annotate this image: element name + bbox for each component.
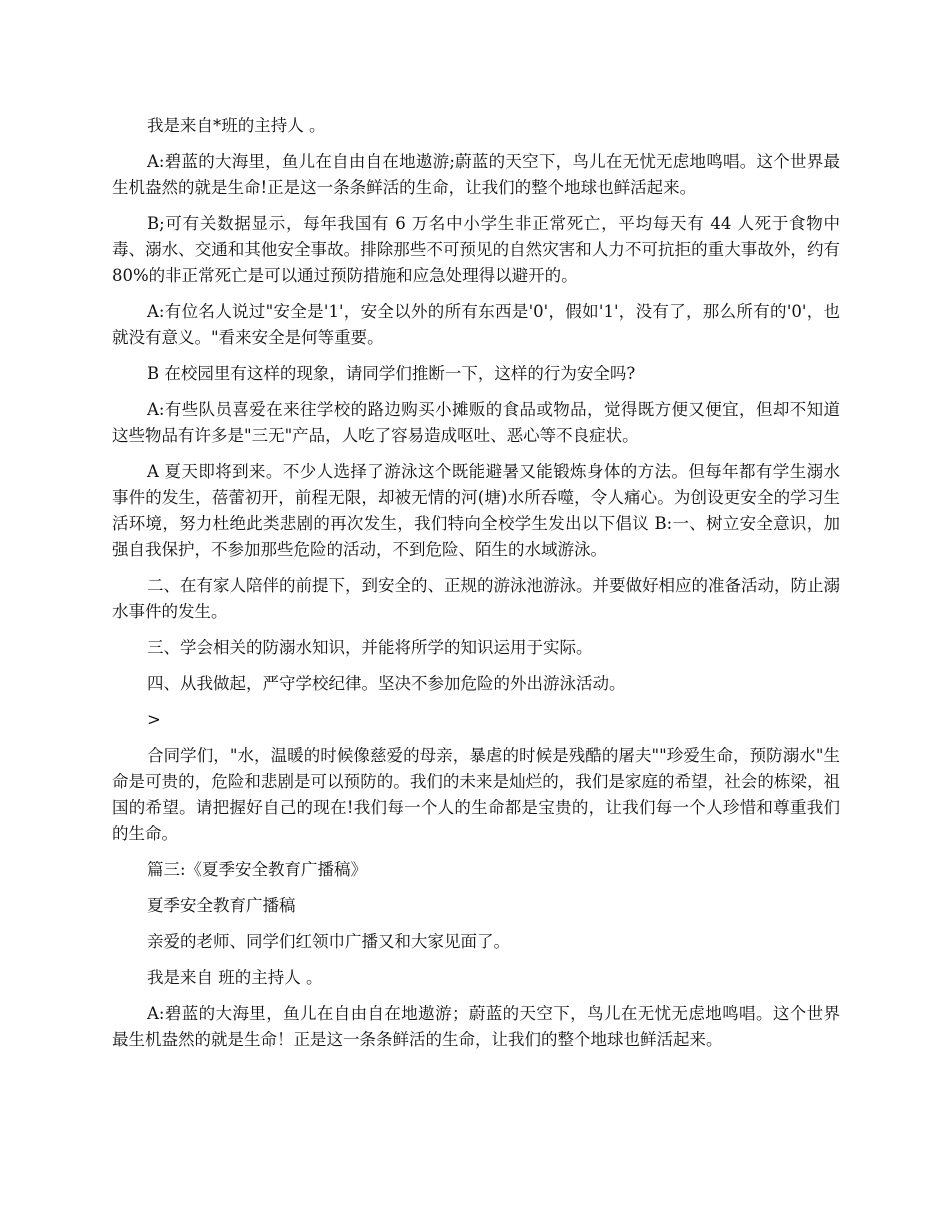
paragraph: 合同学们，"水，温暖的时候像慈爱的母亲，暴虐的时候是残酷的屠夫""珍爱生命，预防溺水"生命是可贵的，危险和悲剧是可以预防的。我们的未来是灿烂的，我们是家庭的希望，社会的栋梁，祖国的希望。请把握好自己的现在!我们每一个人的生命都是宝贵的，让我们每一个人珍惜和尊重我们的生命。	[112, 746, 840, 843]
paragraph: 我是来自 班的主持人 。	[147, 968, 323, 987]
section-title: 夏季安全教育广播稿	[147, 896, 296, 915]
paragraph: A:有位名人说过"安全是'1'，安全以外的所有东西是'0'，假如'1'，没有了，那么所有的'0'，也就没有意义。"看来安全是何等重要。	[112, 302, 840, 347]
paragraph: 四、从我做起，严守学校纪律。坚决不参加危险的外出游泳活动。	[147, 674, 626, 693]
paragraph-marker: >	[147, 710, 161, 729]
paragraph: A 夏天即将到来。不少人选择了游泳这个既能避暑又能锻炼身体的方法。但每年都有学生溺水事件的发生，蓓蕾初开，前程无限，却被无情的河(塘)水所吞噬，令人痛心。为创设更安全的学习生活环境，努力杜绝此类悲剧的再次发生，我们特向全校学生发出以下倡议 B:一、树立安全意识，加强自我保护，不参加那些危险的活动，不到危险、陌生的水域游泳。	[112, 462, 840, 559]
paragraph: 二、在有家人陪伴的前提下，到安全的、正规的游泳池游泳。并要做好相应的准备活动，防止溺水事件的发生。	[112, 576, 840, 621]
paragraph: 亲爱的老师、同学们红领巾广播又和大家见面了。	[147, 932, 510, 951]
paragraph: A:碧蓝的大海里，鱼儿在自由自在地遨游;蔚蓝的天空下，鸟儿在无忧无虑地鸣唱。这个世界最生机盎然的就是生命!正是这一条条鲜活的生命，让我们的整个地球也鲜活起来。	[112, 152, 840, 197]
paragraph: A:有些队员喜爱在来往学校的路边购买小摊贩的食品或物品，觉得既方便又便宜，但却不知道这些物品有许多是"三无"产品，人吃了容易造成呕吐、恶心等不良症状。	[112, 400, 840, 445]
section-heading: 篇三:《夏季安全教育广播稿》	[147, 860, 368, 879]
paragraph: A:碧蓝的大海里，鱼儿在自由自在地遨游；蔚蓝的天空下，鸟儿在无忧无虑地鸣唱。这个世界最生机盎然的就是生命！正是这一条条鲜活的生命，让我们的整个地球也鲜活起来。	[112, 1004, 840, 1049]
paragraph: 三、学会相关的防溺水知识，并能将所学的知识运用于实际。	[147, 638, 593, 657]
paragraph: B;可有关数据显示，每年我国有 6 万名中小学生非正常死亡，平均每天有 44 人死于食物中毒、溺水、交通和其他安全事故。排除那些不可预见的自然灾害和人力不可抗拒的重大事故外，约有 80%的非正常死亡是可以通过预防措施和应急处理得以避开的。	[112, 214, 840, 285]
paragraph: 我是来自*班的主持人 。	[147, 116, 326, 135]
document-body	[112, 113, 840, 1063]
paragraph: B 在校园里有这样的现象，请同学们推断一下，这样的行为安全吗?	[147, 364, 636, 383]
